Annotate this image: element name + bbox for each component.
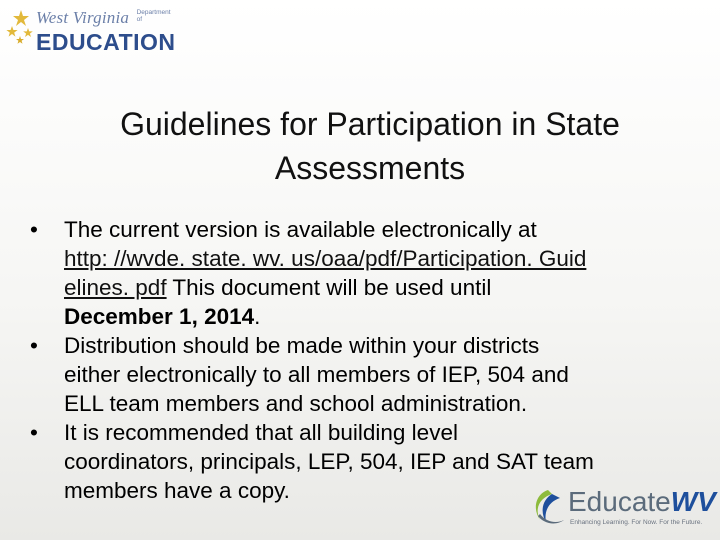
educate-wv-tagline: Enhancing Learning. For Now. For the Future. bbox=[570, 519, 703, 526]
bullet-1-text-after: This document will be used until bbox=[166, 275, 492, 300]
participation-guidelines-link-part-1[interactable]: http: //wvde. state. wv. us/oaa/pdf/Participation. Guid bbox=[64, 246, 587, 271]
logo-department-text: Department of bbox=[136, 9, 171, 23]
swoosh-icon bbox=[528, 486, 568, 528]
title-line-1: Guidelines for Participation in State bbox=[120, 106, 620, 142]
stars-icon bbox=[6, 6, 36, 50]
bullet-marker: • bbox=[30, 333, 38, 358]
bullet-1-line-3 bbox=[64, 273, 690, 302]
bullet-2-line-2: either electronically to all members of IEP, 504 and bbox=[64, 362, 569, 387]
logo-education-text: EDUCATION bbox=[36, 29, 176, 55]
bullet-2-line-3: ELL team members and school administration. bbox=[64, 391, 528, 416]
educate-wv-wordmark bbox=[568, 486, 716, 518]
wv-department-of-education-logo bbox=[6, 4, 176, 60]
bullet-1-end: . bbox=[254, 304, 261, 329]
educate-text: Educate bbox=[568, 486, 671, 517]
logo-west-virginia-text: West Virginia bbox=[36, 8, 130, 27]
educate-wv-logo bbox=[528, 484, 716, 536]
wv-text: WV bbox=[670, 486, 716, 517]
bullet-marker: • bbox=[30, 217, 38, 242]
bullet-list bbox=[30, 215, 690, 505]
title-line-2: Assessments bbox=[274, 150, 466, 186]
slide-title bbox=[70, 102, 670, 190]
bullet-3-line-3: members have a copy. bbox=[64, 478, 290, 503]
bullet-item-1 bbox=[30, 215, 690, 331]
bullet-1-line-4 bbox=[64, 302, 690, 331]
participation-guidelines-link-part-2[interactable]: elines. pdf bbox=[64, 275, 167, 300]
bullet-2-line-1: Distribution should be made within your districts bbox=[64, 333, 540, 358]
bullet-3-line-1: It is recommended that all building level bbox=[64, 420, 458, 445]
bullet-3-line-2: coordinators, principals, LEP, 504, IEP and SAT team bbox=[64, 449, 594, 474]
bullet-1-line-1: The current version is available electronically at bbox=[64, 217, 537, 242]
bullet-item-2 bbox=[30, 331, 690, 418]
bullet-1-link-line bbox=[64, 244, 690, 273]
bullet-marker: • bbox=[30, 420, 38, 445]
deadline-date: December 1, 2014 bbox=[64, 304, 255, 329]
